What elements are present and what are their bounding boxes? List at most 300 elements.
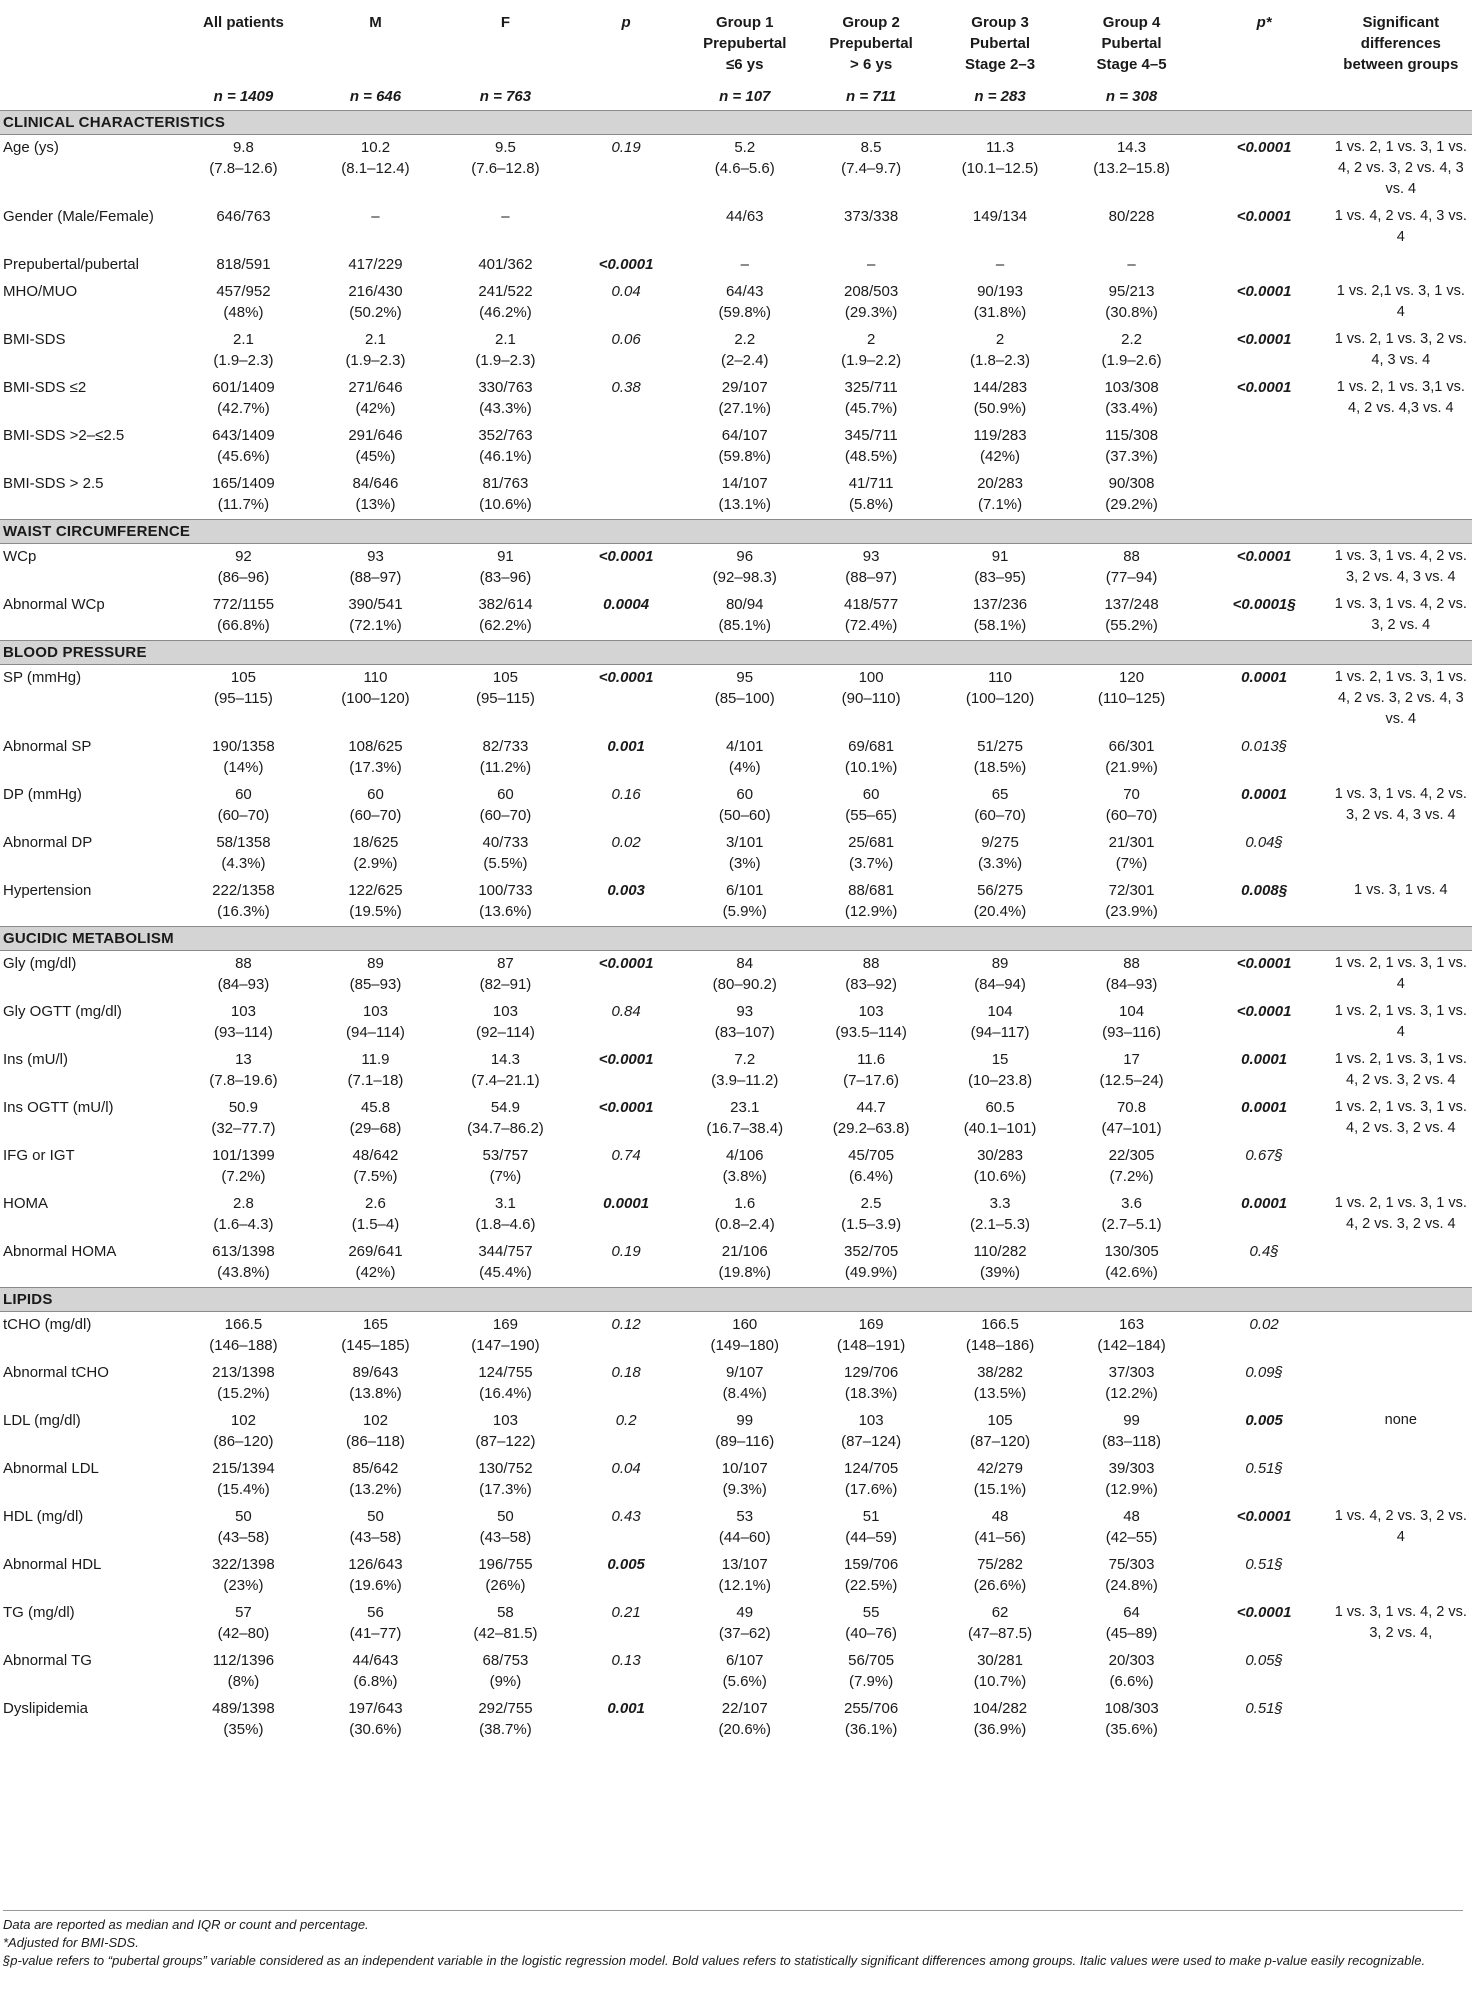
cell-group-2: [807, 1191, 936, 1239]
cell-range: (39%): [980, 1263, 1021, 1281]
cell-range: (15.1%): [973, 1480, 1027, 1498]
cell-value: 68/753: [482, 1651, 529, 1669]
cell-value: 9/275: [981, 833, 1019, 851]
cell-p-adjusted: [1199, 1600, 1330, 1648]
cell-value: 352/705: [843, 1242, 899, 1260]
cell-value: 6/101: [725, 881, 764, 899]
cell-range: (48%): [223, 303, 264, 321]
cell-significant-differences: 1 vs. 2, 1 vs. 3, 1 vs. 4, 2 vs. 3, 2 vs. 4: [1334, 1098, 1467, 1136]
cell-range: (10.1–12.5): [961, 159, 1039, 177]
cell-value: 159/706: [843, 1555, 899, 1573]
cell-value: 69/681: [848, 737, 895, 755]
cell-range: (12.1%): [718, 1576, 772, 1594]
cell-value: 166.5: [981, 1315, 1019, 1333]
cell-group-4: [1065, 1143, 1199, 1191]
cell-value: –: [995, 255, 1005, 273]
cell-p-adjusted: [1199, 734, 1330, 782]
cell-female: [441, 734, 569, 782]
cell-female: [441, 1456, 569, 1504]
cell-value: 11.9: [361, 1050, 390, 1068]
cell-range: (23%): [223, 1576, 264, 1594]
cell-range: (13.1%): [718, 495, 772, 513]
cell-p-adjusted: [1199, 664, 1330, 734]
cell-p-value: [569, 664, 682, 734]
cell-significant-differences: [1330, 1143, 1472, 1191]
cell-p-value: [569, 1696, 682, 1744]
row-label: Gly OGTT (mg/dl): [3, 1002, 122, 1020]
cell-all-patients: [177, 664, 309, 734]
cell-value: 0.0001: [603, 1194, 650, 1212]
cell-range: (3.8%): [722, 1167, 767, 1185]
cell-p-value: [569, 327, 682, 375]
cell-value: 0.38: [611, 378, 641, 396]
cell-range: (43.8%): [217, 1263, 270, 1281]
header-p-adjusted: p*: [1256, 14, 1272, 31]
cell-range: (1.5–4): [351, 1215, 400, 1233]
cell-range: (55–65): [845, 806, 897, 824]
cell-value: 40/733: [482, 833, 529, 851]
table-row: [0, 471, 1472, 520]
section-header-row: [0, 110, 1472, 134]
cell-range: (3.7%): [849, 854, 894, 872]
cell-female: [441, 1311, 569, 1360]
cell-value: 165: [362, 1315, 388, 1333]
cell-p-adjusted: [1199, 1696, 1330, 1744]
cell-value: <0.0001§: [1232, 595, 1296, 613]
cell-all-patients: [177, 782, 309, 830]
cell-female: [441, 1504, 569, 1552]
cell-group-3: [936, 423, 1065, 471]
cell-range: (50.2%): [349, 303, 402, 321]
cell-range: (6.8%): [353, 1672, 398, 1690]
cell-all-patients: [177, 252, 309, 279]
cell-group-4: [1065, 204, 1199, 252]
cell-value: 17: [1123, 1050, 1140, 1068]
cell-all-patients: [177, 1408, 309, 1456]
cell-range: (80–90.2): [712, 975, 777, 993]
section-header-row: [0, 640, 1472, 664]
cell-value: 105: [230, 668, 256, 686]
table-row: [0, 279, 1472, 327]
cell-p-adjusted: [1199, 1047, 1330, 1095]
cell-range: (55.2%): [1105, 616, 1158, 634]
cell-value: <0.0001: [598, 547, 654, 565]
cell-group-1: [683, 1095, 807, 1143]
cell-value: <0.0001: [1236, 1002, 1292, 1020]
cell-range: (82–91): [479, 975, 532, 993]
cell-value: 0.21: [611, 1603, 641, 1621]
table-row: [0, 664, 1472, 734]
cell-group-1: [683, 664, 807, 734]
cell-value: 104: [987, 1002, 1013, 1020]
cell-male: [309, 1191, 441, 1239]
cell-group-2: [807, 423, 936, 471]
cell-value: 64/43: [725, 282, 764, 300]
cell-value: 75/282: [977, 1555, 1023, 1573]
cell-group-2: [807, 999, 936, 1047]
cell-value: 93: [736, 1002, 754, 1020]
cell-range: (85–100): [714, 689, 775, 707]
cell-range: (0.8–2.4): [714, 1215, 775, 1233]
cell-range: (12.9%): [844, 902, 898, 920]
table-footnotes: [3, 1910, 1463, 1970]
cell-group-1: [683, 999, 807, 1047]
cell-male: [309, 1360, 441, 1408]
cell-group-2: [807, 1696, 936, 1744]
cell-group-3: [936, 664, 1065, 734]
cell-group-2: [807, 1047, 936, 1095]
cell-range: (35%): [223, 1720, 264, 1738]
table-row: [0, 327, 1472, 375]
cell-range: (93.5–114): [835, 1023, 907, 1041]
cell-range: (50.9%): [973, 399, 1027, 417]
cell-group-1: [683, 252, 807, 279]
cell-significant-differences: 1 vs. 2, 1 vs. 3, 1 vs. 4, 2 vs. 3, 2 vs. 4, 3 vs. 4: [1334, 668, 1467, 727]
cell-p-adjusted: [1199, 878, 1330, 927]
cell-range: (1.9–2.6): [1101, 351, 1162, 369]
cell-group-2: [807, 950, 936, 999]
cell-value: 126/643: [348, 1555, 403, 1573]
cell-value: 643/1409: [212, 426, 275, 444]
cell-all-patients: [177, 1456, 309, 1504]
cell-value: 2.8: [233, 1194, 254, 1212]
cell-male: [309, 1239, 441, 1288]
table-row: [0, 1047, 1472, 1095]
cell-value: 345/711: [844, 426, 898, 444]
cell-range: (9.3%): [722, 1480, 767, 1498]
cell-p-adjusted: [1199, 134, 1330, 204]
cell-value: 124/755: [478, 1363, 533, 1381]
cell-value: –: [740, 255, 749, 273]
cell-male: [309, 830, 441, 878]
cell-value: 9.5: [495, 138, 516, 156]
cell-range: (5.9%): [722, 902, 767, 920]
cell-value: 22/305: [1108, 1146, 1155, 1164]
table-row: [0, 134, 1472, 204]
cell-group-2: [807, 1360, 936, 1408]
cell-value: 87: [497, 954, 514, 972]
cell-male: [309, 1408, 441, 1456]
cell-p-adjusted: [1199, 1504, 1330, 1552]
cell-value: 80/94: [725, 595, 764, 613]
cell-p-adjusted: [1199, 1239, 1330, 1288]
cell-value: 50.9: [228, 1098, 259, 1116]
row-label: Abnormal SP: [3, 737, 92, 755]
table-row: [0, 375, 1472, 423]
cell-p-value: [569, 1095, 682, 1143]
cell-range: (42–80): [217, 1624, 270, 1642]
table-row: [0, 1648, 1472, 1696]
cell-significant-differences: 1 vs. 2, 1 vs. 3,1 vs. 4, 2 vs. 4,3 vs. 4: [1336, 378, 1465, 416]
cell-range: (7.6–12.8): [471, 159, 540, 177]
cell-range: (142–184): [1097, 1336, 1166, 1354]
cell-range: (30.8%): [1105, 303, 1158, 321]
cell-value: 108/625: [348, 737, 403, 755]
cell-range: (86–96): [217, 568, 270, 586]
cell-all-patients: [177, 999, 309, 1047]
cell-value: 70.8: [1116, 1098, 1147, 1116]
cell-male: [309, 1456, 441, 1504]
cell-range: (50–60): [718, 806, 771, 824]
cell-range: (41–77): [349, 1624, 402, 1642]
header-group-2: Group 2 Prepubertal > 6 ys n = 711: [829, 14, 913, 105]
cell-value: –: [866, 255, 876, 273]
cell-value: 105: [492, 668, 518, 686]
cell-value: 11.3: [986, 138, 1015, 156]
cell-p-value: [569, 1311, 682, 1360]
cell-value: 51/275: [977, 737, 1023, 755]
cell-value: 2.2: [734, 330, 756, 348]
cell-value: 90/193: [977, 282, 1023, 300]
row-label: BMI-SDS ≤2: [3, 378, 87, 396]
cell-p-adjusted: [1199, 830, 1330, 878]
cell-value: 110: [988, 668, 1012, 686]
row-label: Ins OGTT (mU/l): [3, 1098, 114, 1116]
cell-range: (100–120): [341, 689, 410, 707]
cell-group-3: [936, 1095, 1065, 1143]
cell-group-1: [683, 423, 807, 471]
cell-female: [441, 543, 569, 592]
cell-range: (4%): [728, 758, 761, 776]
cell-p-value: [569, 1408, 682, 1456]
cell-group-2: [807, 134, 936, 204]
cell-range: (42%): [355, 399, 396, 417]
cell-male: [309, 664, 441, 734]
cell-significant-differences: 1 vs. 2, 1 vs. 3, 1 vs. 4: [1334, 1002, 1467, 1040]
cell-value: 0.0001: [1241, 1050, 1288, 1068]
cell-value: 93: [367, 547, 384, 565]
cell-value: 88: [1123, 954, 1140, 972]
cell-range: (42–55): [1105, 1528, 1158, 1546]
table-body: [0, 110, 1472, 1744]
header-significant-differences: Significant differences between groups: [1343, 14, 1459, 73]
table-row: [0, 1696, 1472, 1744]
header-female: F n = 763: [479, 14, 532, 105]
cell-group-3: [936, 1311, 1065, 1360]
cell-group-4: [1065, 1456, 1199, 1504]
cell-group-4: [1065, 327, 1199, 375]
cell-range: (17.3%): [349, 758, 402, 776]
cell-significant-differences: [1330, 1239, 1472, 1288]
cell-all-patients: [177, 1648, 309, 1696]
cell-range: (13.5%): [973, 1384, 1027, 1402]
row-label: Dyslipidemia: [3, 1699, 89, 1717]
cell-female: [441, 1600, 569, 1648]
cell-group-2: [807, 592, 936, 641]
cell-value: 80/228: [1108, 207, 1155, 225]
cell-range: (60–70): [974, 806, 1026, 824]
cell-all-patients: [177, 543, 309, 592]
cell-value: 60: [367, 785, 384, 803]
cell-value: 103: [362, 1002, 388, 1020]
cell-value: 81/763: [482, 474, 529, 492]
cell-range: (147–190): [471, 1336, 540, 1354]
cell-range: (15.4%): [217, 1480, 270, 1498]
cell-group-3: [936, 782, 1065, 830]
cell-significant-differences: [1330, 1552, 1472, 1600]
cell-group-2: [807, 204, 936, 252]
cell-value: 14.3: [1116, 138, 1147, 156]
cell-group-4: [1065, 1047, 1199, 1095]
cell-value: 2.2: [1121, 330, 1142, 348]
cell-value: 62: [991, 1603, 1009, 1621]
cell-all-patients: [177, 1191, 309, 1239]
cell-value: 291/646: [348, 426, 403, 444]
cell-range: (37.3%): [1105, 447, 1158, 465]
cell-male: [309, 1696, 441, 1744]
cell-p-adjusted: [1199, 279, 1330, 327]
cell-value: 50: [235, 1507, 252, 1525]
cell-range: (59.8%): [718, 447, 772, 465]
cell-significant-differences: 1 vs. 2, 1 vs. 3, 1 vs. 4, 2 vs. 3, 2 vs. 4: [1334, 1194, 1467, 1232]
cell-group-3: [936, 134, 1065, 204]
cell-range: (43–58): [217, 1528, 270, 1546]
cell-range: (60–70): [217, 806, 270, 824]
cell-range: (94–117): [970, 1023, 1030, 1041]
cell-value: 129/706: [843, 1363, 899, 1381]
cell-range: (87–120): [970, 1432, 1031, 1450]
row-label: BMI-SDS: [3, 330, 66, 348]
cell-group-3: [936, 1552, 1065, 1600]
cell-range: (46.1%): [479, 447, 532, 465]
cell-value: 21/106: [721, 1242, 768, 1260]
cell-range: (45%): [355, 447, 396, 465]
cell-value: 38/282: [977, 1363, 1023, 1381]
cell-value: 0.19: [611, 1242, 641, 1260]
table-row: [0, 543, 1472, 592]
cell-value: –: [371, 207, 380, 225]
cell-range: (21.9%): [1105, 758, 1158, 776]
cell-p-adjusted: [1199, 252, 1330, 279]
cell-significant-differences: [1330, 252, 1472, 279]
cell-range: (42–81.5): [473, 1624, 538, 1642]
cell-group-1: [683, 830, 807, 878]
cell-group-2: [807, 1095, 936, 1143]
cell-value: 144/283: [972, 378, 1028, 396]
cell-group-3: [936, 1696, 1065, 1744]
cell-male: [309, 1143, 441, 1191]
cell-p-value: [569, 252, 682, 279]
cell-value: 60.5: [985, 1098, 1015, 1116]
cell-range: (1.9–2.3): [345, 351, 406, 369]
cell-value: 0.4§: [1249, 1242, 1279, 1260]
cell-value: 99: [736, 1411, 754, 1429]
cell-male: [309, 327, 441, 375]
cell-all-patients: [177, 1143, 309, 1191]
cell-all-patients: [177, 327, 309, 375]
cell-group-1: [683, 279, 807, 327]
cell-range: (72.4%): [844, 616, 898, 634]
cell-value: 88: [235, 954, 252, 972]
cell-range: (10.7%): [973, 1672, 1027, 1690]
cell-p-value: [569, 1504, 682, 1552]
cell-significant-differences: 1 vs. 3, 1 vs. 4: [1354, 881, 1448, 898]
cell-male: [309, 999, 441, 1047]
cell-value: 22/107: [721, 1699, 768, 1717]
cell-group-1: [683, 1143, 807, 1191]
table-row: [0, 1311, 1472, 1360]
cell-value: 0.16: [611, 785, 641, 803]
table-row: [0, 1600, 1472, 1648]
cell-range: (89–116): [715, 1432, 775, 1450]
cell-value: 0.13: [611, 1651, 641, 1669]
cell-value: 11.6: [857, 1050, 886, 1068]
cell-group-2: [807, 1552, 936, 1600]
cell-value: 101/1399: [212, 1146, 275, 1164]
table-header: [0, 0, 1472, 110]
cell-range: (29.2–63.8): [832, 1119, 910, 1137]
cell-male: [309, 1095, 441, 1143]
cell-p-value: [569, 543, 682, 592]
cell-range: (95–115): [475, 689, 535, 707]
cell-range: (11.2%): [479, 758, 532, 776]
cell-group-4: [1065, 252, 1199, 279]
cell-group-1: [683, 1648, 807, 1696]
cell-range: (36.9%): [973, 1720, 1027, 1738]
cell-group-2: [807, 252, 936, 279]
cell-female: [441, 252, 569, 279]
cell-value: 401/362: [478, 255, 533, 273]
cell-range: (45.7%): [844, 399, 898, 417]
cell-value: 53: [736, 1507, 754, 1525]
cell-value: 99: [1123, 1411, 1140, 1429]
cell-value: 0.013§: [1241, 737, 1288, 755]
cell-female: [441, 1095, 569, 1143]
cell-group-1: [683, 592, 807, 641]
table-row: [0, 1239, 1472, 1288]
cell-value: 0.04§: [1245, 833, 1283, 851]
cell-all-patients: [177, 1095, 309, 1143]
header-group-3: Group 3 Pubertal Stage 2–3 n = 283: [965, 14, 1036, 105]
cell-range: (14%): [223, 758, 264, 776]
row-label: Hypertension: [3, 881, 92, 899]
cell-range: (93–114): [213, 1023, 273, 1041]
cell-value: 130/752: [478, 1459, 533, 1477]
cell-p-adjusted: [1199, 1408, 1330, 1456]
cell-value: 53/757: [482, 1146, 529, 1164]
cell-female: [441, 471, 569, 520]
cell-value: 95: [736, 668, 754, 686]
cell-female: [441, 1360, 569, 1408]
cell-range: (2.7–5.1): [1101, 1215, 1162, 1233]
cell-value: <0.0001: [1236, 547, 1292, 565]
cell-p-adjusted: [1199, 1143, 1330, 1191]
cell-p-value: [569, 204, 682, 252]
cell-range: (84–93): [217, 975, 270, 993]
cell-value: 2: [866, 330, 876, 348]
cell-value: 65: [991, 785, 1009, 803]
cell-value: 103: [230, 1002, 256, 1020]
cell-group-2: [807, 1600, 936, 1648]
cell-range: (43–58): [479, 1528, 532, 1546]
cell-range: (7%): [1115, 854, 1148, 872]
cell-group-3: [936, 279, 1065, 327]
cell-p-value: [569, 830, 682, 878]
section-title: LIPIDS: [0, 1287, 1472, 1311]
cell-range: (7.8–19.6): [209, 1071, 278, 1089]
cell-group-1: [683, 1047, 807, 1095]
cell-significant-differences: 1 vs. 2,1 vs. 3, 1 vs. 4: [1336, 282, 1465, 320]
row-label: Abnormal tCHO: [3, 1363, 109, 1381]
cell-value: 390/541: [348, 595, 403, 613]
cell-value: 84/646: [352, 474, 399, 492]
cell-significant-differences: 1 vs. 4, 2 vs. 4, 3 vs. 4: [1334, 207, 1467, 245]
table-row: [0, 1143, 1472, 1191]
cell-female: [441, 950, 569, 999]
cell-all-patients: [177, 1360, 309, 1408]
cell-p-value: [569, 782, 682, 830]
cell-value: 215/1394: [212, 1459, 275, 1477]
